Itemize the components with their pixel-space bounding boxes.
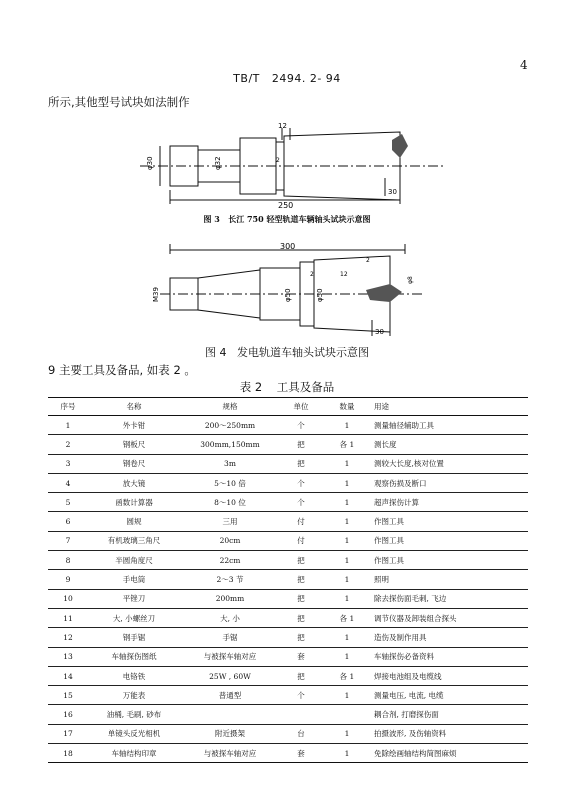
cell-use: 除去探伤面毛刺, 飞边 (372, 589, 528, 608)
fig4-dim-thread: M39 (152, 287, 160, 302)
cell-spec: 与被探车轴对应 (180, 744, 280, 763)
cell-use: 照明 (372, 570, 528, 589)
cell-name: 放大镜 (88, 473, 180, 492)
cell-index: 17 (48, 724, 88, 743)
cell-index: 4 (48, 473, 88, 492)
cell-name: 半圆角度尺 (88, 551, 180, 570)
cell-unit: 付 (280, 512, 322, 531)
table-row (48, 608, 528, 627)
table-header-row (48, 398, 528, 416)
fig3-dim-d5: 30 (388, 188, 397, 196)
fig4-dim-d4: 30 (375, 328, 384, 336)
fig3-dim-d3: 12 (278, 122, 287, 130)
cell-name: 函数计算器 (88, 493, 180, 512)
intro-text: 所示,其他型号试块如法制作 (48, 95, 190, 109)
cell-use: 测量轴径辅助工具 (372, 416, 528, 435)
cell-index: 12 (48, 628, 88, 647)
cell-spec: 附近摄架 (180, 724, 280, 743)
cell-qty (322, 705, 372, 724)
table-row (48, 589, 528, 608)
cell-qty: 1 (322, 416, 372, 435)
cell-qty: 各 1 (322, 608, 372, 627)
cell-use: 作图工具 (372, 512, 528, 531)
cell-index: 9 (48, 570, 88, 589)
cell-index: 5 (48, 493, 88, 512)
col-header-use: 用途 (372, 398, 528, 416)
cell-name: 钢板尺 (88, 435, 180, 454)
cell-spec: 20cm (180, 531, 280, 550)
table-caption: 表 2 工具及备品 (239, 380, 335, 394)
cell-use: 拍摄波形, 及伤轴资料 (372, 724, 528, 743)
cell-spec: 手锯 (180, 628, 280, 647)
cell-use: 焊接电池组及电缆线 (372, 666, 528, 685)
cell-qty: 1 (322, 589, 372, 608)
cell-spec: 三用 (180, 512, 280, 531)
cell-qty: 1 (322, 454, 372, 473)
cell-qty: 1 (322, 628, 372, 647)
cell-unit: 把 (280, 589, 322, 608)
cell-name: 平锉刀 (88, 589, 180, 608)
cell-qty: 1 (322, 647, 372, 666)
cell-use: 测长度 (372, 435, 528, 454)
cell-unit: 付 (280, 531, 322, 550)
col-header-qty: 数量 (322, 398, 372, 416)
cell-use: 测较大长度,核对位置 (372, 454, 528, 473)
cell-qty: 各 1 (322, 435, 372, 454)
col-header-name: 名称 (88, 398, 180, 416)
fig4-dim-w2: 2 (310, 271, 314, 278)
cell-use: 调节仪器及卸装组合探头 (372, 608, 528, 627)
page-number: 4 (520, 58, 528, 72)
cell-use: 耦合剂, 打磨探伤面 (372, 705, 528, 724)
cell-unit (280, 705, 322, 724)
table-row (48, 435, 528, 454)
cell-name: 油桶, 毛刷, 砂布 (88, 705, 180, 724)
cell-index: 3 (48, 454, 88, 473)
cell-name: 大, 小螺丝刀 (88, 608, 180, 627)
cell-unit: 把 (280, 666, 322, 685)
fig3-dim-total: 250 (278, 201, 294, 210)
fig3-dim-d2: φ32 (214, 156, 222, 170)
cell-name: 外卡钳 (88, 416, 180, 435)
cell-name: 电铬铁 (88, 666, 180, 685)
cell-qty: 1 (322, 531, 372, 550)
cell-qty: 1 (322, 473, 372, 492)
cell-use: 车轴探伤必备资料 (372, 647, 528, 666)
cell-qty: 各 1 (322, 666, 372, 685)
cell-use: 造伤及制作用具 (372, 628, 528, 647)
cell-unit: 套 (280, 647, 322, 666)
cell-name: 钢卷尺 (88, 454, 180, 473)
cell-name: 手电筒 (88, 570, 180, 589)
cell-qty: 1 (322, 551, 372, 570)
tools-table (48, 397, 528, 763)
figure-4-axle-drawing (140, 240, 430, 340)
cell-index: 16 (48, 705, 88, 724)
table-row (48, 551, 528, 570)
cell-name: 万能表 (88, 686, 180, 705)
cell-name: 钢手锯 (88, 628, 180, 647)
cell-spec: 200～250mm (180, 416, 280, 435)
cell-name: 车轴结构印章 (88, 744, 180, 763)
cell-qty: 1 (322, 570, 372, 589)
cell-spec: 2～3 节 (180, 570, 280, 589)
cell-unit: 把 (280, 435, 322, 454)
fig4-dim-d3: φ8 (407, 276, 414, 284)
table-row (48, 570, 528, 589)
cell-index: 15 (48, 686, 88, 705)
figure-3-caption: 图 3 长江 750 轻型轨道车辆轴头试块示意图 (203, 214, 371, 224)
cell-index: 18 (48, 744, 88, 763)
cell-name: 单镜头反光相机 (88, 724, 180, 743)
section-heading: 9 主要工具及备品, 如表 2 。 (48, 363, 196, 377)
cell-qty: 1 (322, 493, 372, 512)
cell-name: 车轴探伤图纸 (88, 647, 180, 666)
cell-use: 免除绘画轴结构简图麻烦 (372, 744, 528, 763)
fig3-dim-d4: 2 (276, 157, 280, 164)
fig4-dim-d1: φ50 (284, 288, 292, 302)
cell-spec: 5～10 倍 (180, 473, 280, 492)
table-row (48, 493, 528, 512)
fig3-dim-d1: φ30 (146, 156, 154, 170)
cell-spec: 8～10 位 (180, 493, 280, 512)
table-row (48, 416, 528, 435)
cell-spec: 200mm (180, 589, 280, 608)
cell-index: 6 (48, 512, 88, 531)
table-row (48, 724, 528, 743)
cell-index: 1 (48, 416, 88, 435)
cell-unit: 套 (280, 744, 322, 763)
col-header-index: 序号 (48, 398, 88, 416)
cell-index: 14 (48, 666, 88, 685)
cell-spec: 大, 小 (180, 608, 280, 627)
cell-qty: 1 (322, 724, 372, 743)
cell-index: 8 (48, 551, 88, 570)
cell-index: 7 (48, 531, 88, 550)
cell-qty: 1 (322, 686, 372, 705)
cell-unit: 把 (280, 551, 322, 570)
cell-index: 13 (48, 647, 88, 666)
cell-unit: 把 (280, 628, 322, 647)
cell-unit: 把 (280, 570, 322, 589)
figure-3-axle-drawing (130, 118, 450, 210)
cell-unit: 个 (280, 473, 322, 492)
cell-name: 圆规 (88, 512, 180, 531)
cell-spec: 25W , 60W (180, 666, 280, 685)
cell-use: 测量电压, 电流, 电缆 (372, 686, 528, 705)
table-row (48, 454, 528, 473)
cell-spec: 普通型 (180, 686, 280, 705)
cell-index: 10 (48, 589, 88, 608)
cell-use: 作图工具 (372, 551, 528, 570)
cell-index: 2 (48, 435, 88, 454)
table-row (48, 744, 528, 763)
cell-unit: 个 (280, 493, 322, 512)
cell-index: 11 (48, 608, 88, 627)
fig4-dim-w1: 12 (340, 271, 348, 278)
standard-code: TB/T 2494. 2- 94 (233, 72, 341, 85)
table-row (48, 666, 528, 685)
cell-spec: 300mm,150mm (180, 435, 280, 454)
cell-unit: 把 (280, 608, 322, 627)
cell-spec: 22cm (180, 551, 280, 570)
cell-qty: 1 (322, 512, 372, 531)
cell-unit: 台 (280, 724, 322, 743)
col-header-spec: 规格 (180, 398, 280, 416)
cell-spec (180, 705, 280, 724)
fig4-dim-total: 300 (280, 242, 296, 251)
table-row (48, 512, 528, 531)
table-row (48, 705, 528, 724)
col-header-unit: 单位 (280, 398, 322, 416)
cell-use: 超声探伤计算 (372, 493, 528, 512)
table-row (48, 647, 528, 666)
cell-name: 有机玻璃三角尺 (88, 531, 180, 550)
cell-unit: 个 (280, 686, 322, 705)
figure-4-caption: 图 4 发电轨道车轴头试块示意图 (205, 346, 369, 359)
table-row (48, 473, 528, 492)
table-row (48, 628, 528, 647)
cell-spec: 3m (180, 454, 280, 473)
cell-unit: 把 (280, 454, 322, 473)
table-row (48, 686, 528, 705)
cell-unit: 个 (280, 416, 322, 435)
fig4-dim-w3: 2 (366, 257, 370, 264)
cell-spec: 与被探车轴对应 (180, 647, 280, 666)
cell-use: 作图工具 (372, 531, 528, 550)
fig4-dim-d2: φ50 (316, 288, 324, 302)
cell-qty: 1 (322, 744, 372, 763)
table-row (48, 531, 528, 550)
cell-use: 观察伤损及断口 (372, 473, 528, 492)
